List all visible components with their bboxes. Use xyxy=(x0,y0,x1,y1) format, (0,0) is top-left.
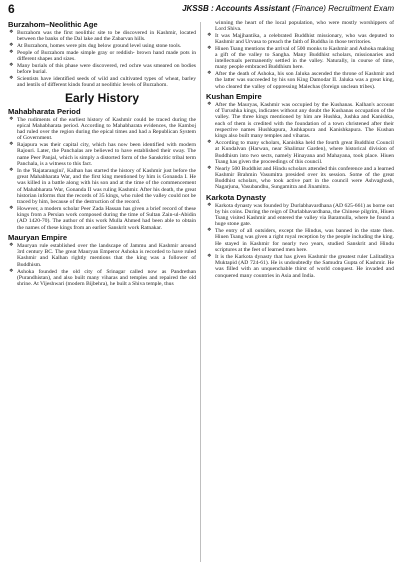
page-number: 6 xyxy=(8,2,15,16)
bullet-icon: ❖ xyxy=(9,142,14,148)
karkota-list xyxy=(206,203,394,279)
buddhism-list xyxy=(206,33,394,90)
bullet-icon: ❖ xyxy=(207,101,212,107)
list-item: ❖ According to many scholars, Kanishka held the fourth great Buddhist Council at Kundalvan (Harwan, near Shalimar Garden), where historical division of Buddhism into two sects, namely Hinayana and Mahayana, took place. Hiuen Tsang has given the proceedings of this council. xyxy=(207,140,394,165)
mahabharata-list xyxy=(8,117,196,231)
bullet-icon: ❖ xyxy=(9,116,14,122)
running-head-subtitle: Recruitment Exam xyxy=(328,4,394,13)
list-item: ❖ People of Burzahom made simple gray or reddish- brown hand made pots in different shapes and sizes. xyxy=(9,49,196,63)
page-header xyxy=(8,2,394,18)
list-item: ❖ Scientists have identified seeds of wild and cultivated types of wheat, barley and lentils of different kinds found at neolithic levels of Burzahom. xyxy=(9,76,196,89)
list-item: ❖ After the death of Ashoka, his son Jaluka ascended the throne of Kashmir and the latter was succeeded by his son King Damodar II. Jaluka was a great king, who cleared the valley of oppressing Malechas (foreign unclean tribes). xyxy=(207,71,394,90)
bullet-icon: ❖ xyxy=(9,43,14,49)
bullet-icon: ❖ xyxy=(9,205,14,211)
bullet-icon: ❖ xyxy=(9,76,14,82)
list-item: ❖ The rudiments of the earliest history of Kashmir could be traced during the epical Mahabharata period. According to Mahabharata evidences, the Kamboj had ruled over the region during the epical times and had a Republican System of Government. xyxy=(9,116,196,142)
list-item: ❖ Ashoka founded the old city of Srinagar called now as Pandrethan (Purandhistan), and also built many viharas and temples and repaired the old shrine. At Vijeshwari (modern Bijbehra), he built a Shiva temple, thus xyxy=(9,268,196,287)
mauryan-list xyxy=(8,243,196,287)
left-column xyxy=(8,20,196,289)
column-divider xyxy=(200,22,201,562)
list-item: ❖ Nearly 500 Buddhist and Hindu scholars attended this conference and a learned Kashmir Brahmin Vasumitra presided over its session. Some of the great Buddhist scholars, who took active part in the council were Ashvaghosh, Nagarjuna, Vasubandhu, Sungamitra and Jinamitra. xyxy=(207,165,394,191)
bullet-icon: ❖ xyxy=(9,63,14,69)
bullet-icon: ❖ xyxy=(9,49,14,55)
section-heading-mauryan: Mauryan Empire xyxy=(8,232,68,242)
list-item: ❖ In the 'Rajatarangini', Kalhan has started the history of Kashmir just before the great Mahabharata War, and the first king mentioned by him is Gonanda I. He was killed in a battle along with his son and at the time of the commencement of Mahabharata War, Gonanda II was ruling Kashmir. After his death, the great historian informs that the records of 35 kings, who ruled the valley could not be traced by him, because of the destruction of the record. xyxy=(9,167,196,206)
bullet-icon: ❖ xyxy=(207,71,212,77)
list-item: ❖ Rajapura was their capital city, which has now been identified with modern Rajouri. Later, the Panchalas are believed to have established their sway. The name Peer Panjal, which is simply a distorted form of the Sanskritic tribal term Panchala, is a witness to this fact. xyxy=(9,142,196,167)
list-item: ❖ Many burials of this phase were discovered, red ochre was smeared on bodies before burial. xyxy=(9,63,196,76)
bullet-icon: ❖ xyxy=(9,167,14,173)
list-item: ❖ At Burzahom, homes were pits dug below ground level using stone tools. xyxy=(9,43,182,50)
right-column xyxy=(206,20,394,281)
list-item: ❖ However, a modern scholar Peer Zada Hassan has given a brief record of these kings from a Persian work composed during the time of Sultan Zain-ul-Abidin (AD 1420-70). The author of this work Mulla Ahmed had been able to obtain the names of these kings from an earlier Sanskrit work Ratnakar. xyxy=(9,205,196,231)
list-item: ❖ Mauryan rule established over the landscape of Jammu and Kashmir around 3rd century BC. The great Mauryan Emperor Ashoka is recorded to have ruled Kashmir and Kalhan rightly mentions that the king was a follower of Buddhism. xyxy=(9,242,196,268)
bullet-icon: ❖ xyxy=(207,140,212,146)
bullet-icon: ❖ xyxy=(9,30,14,35)
section-heading-karkota: Karkota Dynasty xyxy=(206,192,266,202)
list-item: ❖ It is the Karkota dynasty that has given Kashmir the greatest ruler Lalitaditya Muktapid (AD 724-61). He is undoubtedly the Samudra Gupta of Kashmir. He was filled with an unquenchable thirst of world conquest. He invaded and conquered many countries in Asia and India. xyxy=(207,253,394,279)
bullet-icon: ❖ xyxy=(207,253,212,259)
kushan-list xyxy=(206,102,394,191)
running-head xyxy=(182,4,394,13)
bullet-icon: ❖ xyxy=(207,202,212,208)
bullet-icon: ❖ xyxy=(9,242,14,248)
list-item: ❖ After the Mauryas, Kashmir was occupied by the Kushanas. Kalhan's account of Turushka kings, indicates without any doubt the Kushanas occupation of the valley. The three kings mentioned by him are Hushka, Jushka and Kanishka, each of them is credited with the foundation of a town christened after their respective names Hushkapura, Jushkapura and Kanishkapura. The Kushan kings also built many temples and viharas. xyxy=(207,101,394,140)
list-item: ❖ Burzahom was the first neolithic site to be discovered in Kashmir, located between the banks of the Dal lake and the Zabarvan hills. xyxy=(9,30,196,43)
list-item: ❖ The entry of all outsiders, except the Hindus, was banned in the state then. Hiuen Tsang was given a right royal reception by the people including the king. He stayed in Kashmir for nearly two years, studied Sanskrit and Hindu scriptures at the feet of learned men here. xyxy=(207,228,394,253)
section-heading-burzahom: Burzahom–Neolithic Age xyxy=(8,20,98,29)
running-head-title: JKSSB : Accounts Assistant xyxy=(182,4,290,13)
bullet-icon: ❖ xyxy=(207,165,212,171)
burzahom-list xyxy=(8,30,196,89)
list-item: ❖ Hiuen Tsang mentions the arrival of 500 monks to Kashmir and Ashoka making a gift of the valley to Sangha. Many Buddhist scholars, missionaries and intellectuals permanently settled in the valley. Naturally, in course of time, many people embraced Buddhism here. xyxy=(207,45,394,71)
bullet-icon: ❖ xyxy=(207,228,212,234)
list-item: ❖ It was Majjhantika, a celebrated Buddhist missionary, who was deputed to Kashmir and Urvasa to preach the faith of Buddha in those territories. xyxy=(207,32,394,45)
running-head-qualifier: (Finance) xyxy=(292,4,326,13)
list-item: ❖ Karkota dynasty was founded by Durlabhavardhana (AD 625-661) as borne out by his coins. During the reign of Durlabhavardhana, the Chinese pilgrim, Hiuen Tsang visited Kashmir and entered the valley via Baramulla, where he found a huge stone gate. xyxy=(207,202,394,228)
continued-paragraph: winning the heart of the local population, who were mostly worshippers of Lord Shiva. xyxy=(215,20,394,33)
bullet-icon: ❖ xyxy=(207,45,212,51)
bullet-icon: ❖ xyxy=(9,268,14,274)
chapter-title: Early History xyxy=(64,90,140,105)
section-heading-mahabharata: Mahabharata Period xyxy=(8,106,81,116)
section-heading-kushan: Kushan Empire xyxy=(206,91,262,101)
bullet-icon: ❖ xyxy=(207,32,212,38)
